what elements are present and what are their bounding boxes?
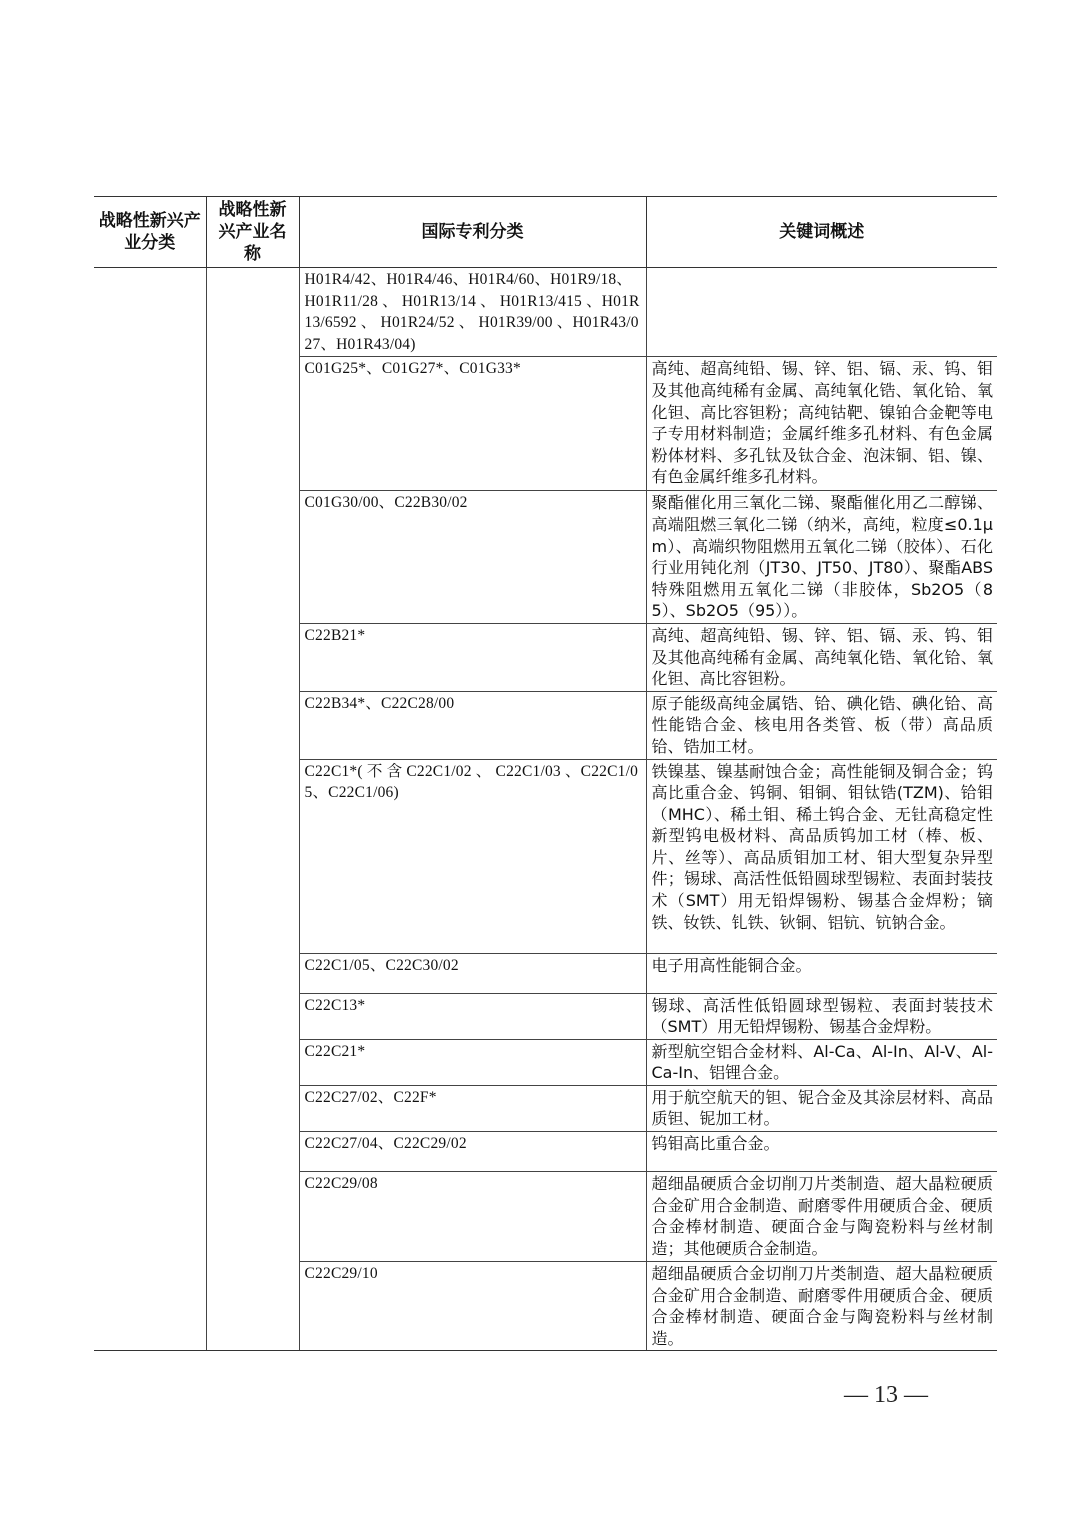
ipc-keyword-table xyxy=(94,196,997,1351)
ipc-cell: C22C1*( 不 含 C22C1/02 、 C22C1/03 、C22C1/05、C22C1/06) xyxy=(299,759,646,953)
ipc-cell: C22C13* xyxy=(299,993,646,1039)
keywords-cell: 铁镍基、镍基耐蚀合金；高性能铜及铜合金；钨高比重合金、钨铜、钼铜、钼钛锆(TZM)、铪钼（MHC）、稀土钼、稀土钨合金、无钍高稳定性新型钨电极材料、高品质钨加工材（棒、板、片、丝等）、高品质钼加工材、钼大型复杂异型件；锡球、高活性低铅圆球型锡粒、表面封装技术（SMT）用无铅焊锡粉、锡基合金焊粉；镝铁、钕铁、钆铁、钬铜、铝钪、钪钠合金。 xyxy=(646,759,997,953)
ipc-cell: C22B34*、C22C28/00 xyxy=(299,691,646,759)
header-industry-name: 战略性新兴产业名称 xyxy=(206,197,299,268)
ipc-cell: C22C27/02、C22F* xyxy=(299,1085,646,1131)
ipc-cell: C22B21* xyxy=(299,623,646,691)
keywords-cell: 钨钼高比重合金。 xyxy=(646,1132,997,1172)
keywords-cell: 高纯、超高纯铅、锡、锌、铝、镉、汞、钨、钼及其他高纯稀有金属、高纯氧化锆、氧化铪、氧化钽、高比容钽粉。 xyxy=(646,623,997,691)
ipc-cell: C22C21* xyxy=(299,1039,646,1085)
header-ipc: 国际专利分类 xyxy=(299,197,646,268)
keywords-cell: 聚酯催化用三氧化二锑、聚酯催化用乙二醇锑、高端阻燃三氧化二锑（纳米，高纯，粒度≤0.1μm）、高端织物阻燃用五氧化二锑（胶体）、石化行业用钝化剂（JT30、JT50、JT80）、聚酯ABS特殊阻燃用五氧化二锑（非胶体，Sb2O5（85）、Sb2O5（95））。 xyxy=(646,491,997,624)
keywords-cell: 新型航空铝合金材料、Al-Ca、Al-In、Al-V、Al-Ca-In、铝锂合金。 xyxy=(646,1039,997,1085)
keywords-cell: 电子用高性能铜合金。 xyxy=(646,953,997,993)
keywords-cell: 超细晶硬质合金切削刀片类制造、超大晶粒硬质合金矿用合金制造、耐磨零件用硬质合金、硬质合金棒材制造、硬面合金与陶瓷粉料与丝材制造。 xyxy=(646,1262,997,1351)
header-keywords: 关键词概述 xyxy=(646,197,997,268)
ipc-cell: C22C29/08 xyxy=(299,1172,646,1262)
industry-category-cell xyxy=(94,268,206,1351)
ipc-cell: C22C1/05、C22C30/02 xyxy=(299,953,646,993)
header-industry-category: 战略性新兴产业分类 xyxy=(94,197,206,268)
page-number: — 13 — xyxy=(844,1382,928,1408)
keywords-cell: 用于航空航天的钽、铌合金及其涂层材料、高品质钽、铌加工材。 xyxy=(646,1085,997,1131)
ipc-cell: C01G25*、C01G27*、C01G33* xyxy=(299,357,646,491)
table-header-row xyxy=(94,197,997,268)
ipc-cell: C22C29/10 xyxy=(299,1262,646,1351)
table-body xyxy=(94,268,997,1351)
keywords-cell xyxy=(646,268,997,357)
ipc-cell: C22C27/04、C22C29/02 xyxy=(299,1132,646,1172)
ipc-cell: H01R4/42、H01R4/46、H01R4/60、H01R9/18、H01R11/28 、 H01R13/14 、 H01R13/415 、H01R13/6592 、 H01R24/52 、 H01R39/00 、H01R43/027、H01R43/04) xyxy=(299,268,646,357)
ipc-cell: C01G30/00、C22B30/02 xyxy=(299,491,646,624)
keywords-cell: 超细晶硬质合金切削刀片类制造、超大晶粒硬质合金矿用合金制造、耐磨零件用硬质合金、硬质合金棒材制造、硬面合金与陶瓷粉料与丝材制造；其他硬质合金制造。 xyxy=(646,1172,997,1262)
keywords-cell: 高纯、超高纯铅、锡、锌、铝、镉、汞、钨、钼及其他高纯稀有金属、高纯氧化锆、氧化铪、氧化钽、高比容钽粉；高纯钴靶、镍铂合金靶等电子专用材料制造；金属纤维多孔材料、有色金属粉体材料、多孔钛及钛合金、泡沫铜、铝、镍、有色金属纤维多孔材料。 xyxy=(646,357,997,491)
keywords-cell: 锡球、高活性低铅圆球型锡粒、表面封装技术（SMT）用无铅焊锡粉、锡基合金焊粉。 xyxy=(646,993,997,1039)
keywords-cell: 原子能级高纯金属锆、铪、碘化锆、碘化铪、高性能锆合金、核电用各类管、板（带）高品质铪、锆加工材。 xyxy=(646,691,997,759)
industry-name-cell xyxy=(206,268,299,1351)
table-row xyxy=(94,268,997,357)
